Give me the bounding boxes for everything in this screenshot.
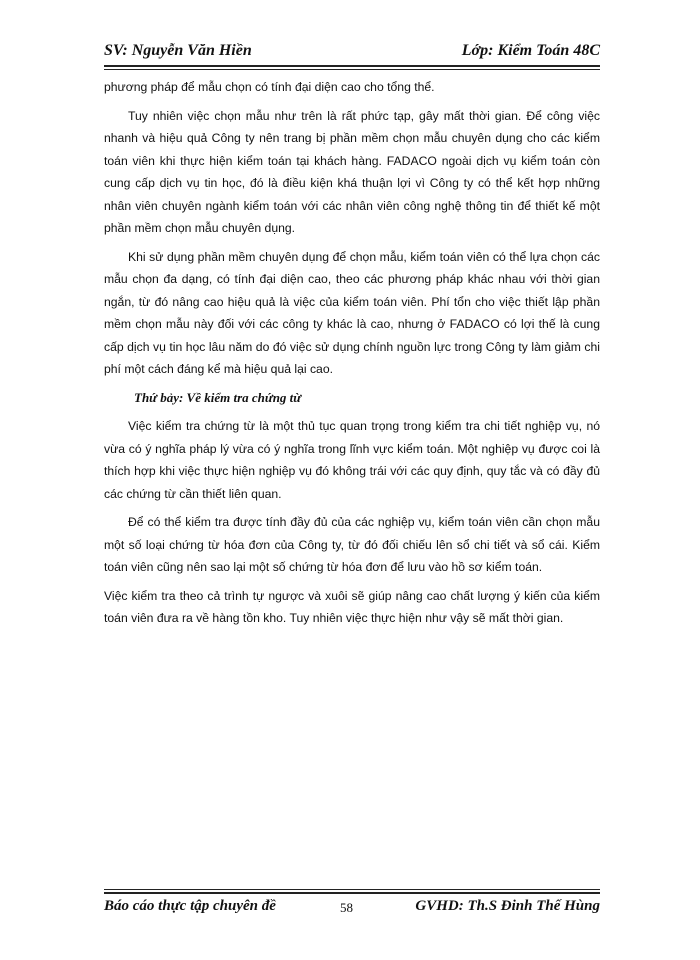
section-heading: Thứ bảy: Về kiểm tra chứng từ [134, 389, 302, 405]
paragraph-1: phương pháp để mẫu chọn có tính đại diện cao cho tổng thể. [104, 80, 435, 94]
document-body [104, 76, 600, 636]
footer-rule-thin [104, 889, 600, 890]
student-name: SV: Nguyễn Văn Hiền [104, 42, 252, 59]
page-number: 58 [340, 900, 353, 915]
paragraph-4: Việc kiểm tra chứng từ là một thủ tục quan trọng trong kiểm tra chi tiết nghiệp vụ, nó vừa có ý nghĩa pháp lý vừa có ý nghĩa trong lĩnh vực kiểm toán. Một nghiệp vụ được coi là thích hợp khi việc thực hiện nghiệp vụ đó không trái với các quy định, quy tắc và có đầy đủ các chứng từ cần thiết liên quan. [104, 419, 600, 501]
footer-rule-thick [104, 892, 600, 894]
header-rule-thin [104, 69, 600, 70]
paragraph-6: Việc kiểm tra theo cả trình tự ngược và xuôi sẽ giúp nâng cao chất lượng ý kiến của kiểm toán viên đưa ra về hàng tồn kho. Tuy nhiên việc thực hiện như vậy sẽ mất thời gian. [104, 588, 600, 625]
page-footer [104, 898, 600, 920]
paragraph-2: Tuy nhiên việc chọn mẫu như trên là rất phức tạp, gây mất thời gian. Để công việc nhanh và hiệu quả Công ty nên trang bị phần mềm chọn mẫu chuyên dụng cho các kiểm toán viên khi thực hiện kiểm toán tại khách hàng. FADACO ngoài dịch vụ kiểm toán còn cung cấp dịch vụ tin học, đó là điều kiện khá thuận lợi vì Công ty có thể kết hợp những nhân viên chuyên ngành kiểm toán với các nhân viên công nghệ thông tin để thiết kế một phần mềm chọn mẫu chuyên dụng. [104, 108, 600, 235]
advisor-name: GVHD: Th.S Đinh Thế Hùng [415, 898, 600, 914]
page-header [104, 42, 600, 64]
report-title: Báo cáo thực tập chuyên đề [104, 898, 276, 914]
paragraph-5: Để có thể kiểm tra được tính đầy đủ của các nghiệp vụ, kiểm toán viên cần chọn mẫu một số loại chứng từ hóa đơn của Công ty, từ đó đối chiếu lên sổ chi tiết và sổ cái. Kiểm toán viên cũng nên sao lại một số chứng từ hóa đơn để lưu vào hồ sơ kiểm toán. [104, 515, 600, 574]
class-name: Lớp: Kiểm Toán 48C [461, 42, 600, 59]
paragraph-3: Khi sử dụng phần mềm chuyên dụng để chọn mẫu, kiểm toán viên có thể lựa chọn các mẫu chọn đa dạng, có tính đại diện cao, theo các phương pháp khác nhau với thời gian ngắn, từ đó nâng cao hiệu quả là việc của kiểm toán viên. Phí tổn cho việc thiết lập phần mềm chọn mẫu này đối với các công ty khác là cao, nhưng ở FADACO có lợi thế là cung cấp dịch vụ tin học lâu năm do đó việc sử dụng chính nguồn lực trong Công ty làm giảm chi phí một cách đáng kể mà hiệu quả lại cao. [104, 249, 600, 376]
header-rule-thick [104, 65, 600, 67]
